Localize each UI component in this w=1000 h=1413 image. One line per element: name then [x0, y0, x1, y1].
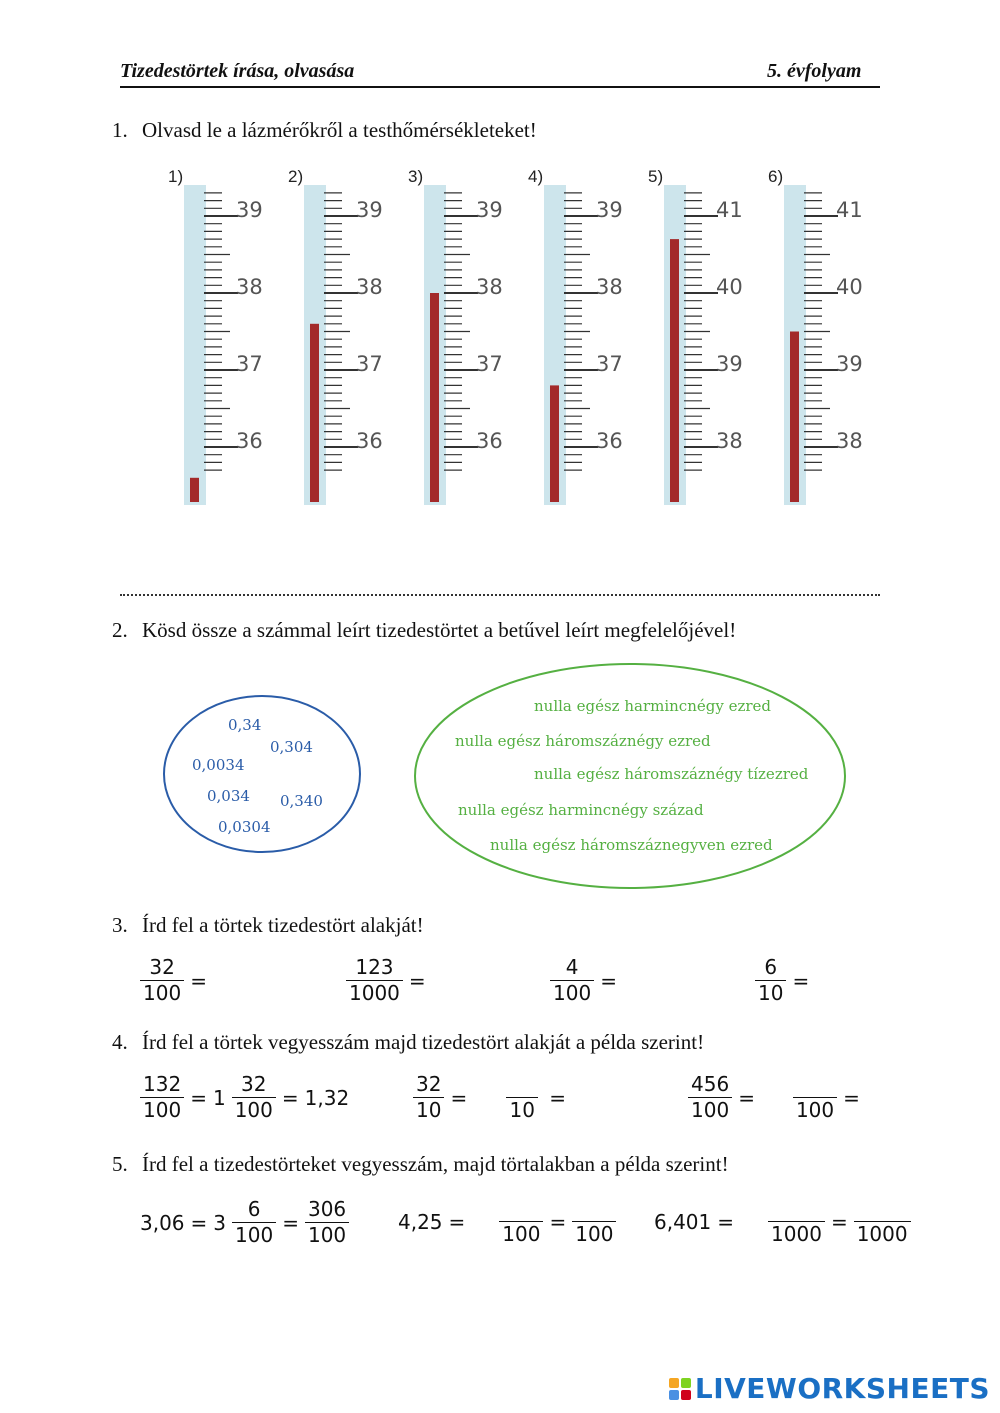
mercury-column: [430, 293, 439, 502]
scale-label: 38: [836, 429, 863, 453]
task4-example: $\frac{132}{100}$ = 1 $\frac{32}{100}$ = 1,32: [140, 1072, 349, 1123]
thermometer-label: 1): [168, 167, 184, 186]
answer-fraction[interactable]: 100: [793, 1073, 837, 1123]
word-item[interactable]: nulla egész háromszáznégy tízezred: [534, 765, 809, 783]
task3-item: $\frac{123}{1000}$ =: [346, 955, 426, 1006]
word-item[interactable]: nulla egész harmincnégy ezred: [534, 697, 772, 715]
task3-item: $\frac{32}{100}$ =: [140, 955, 207, 1006]
scale-label: 40: [716, 275, 743, 299]
scale-label: 38: [596, 275, 623, 299]
worksheet-title: Tizedestörtek írása, olvasása: [120, 60, 355, 82]
thermometer: [768, 167, 863, 505]
fraction: $\frac{123}{1000}$: [346, 955, 403, 1006]
task5-number: 5.: [112, 1152, 128, 1176]
scale-label: 38: [716, 429, 743, 453]
thermometer-label: 2): [288, 167, 304, 186]
thermometer-label: 5): [648, 167, 664, 186]
scale-label: 36: [236, 429, 263, 453]
number-item[interactable]: 0,34: [228, 716, 262, 734]
task5-heading: [112, 1152, 729, 1177]
word-item[interactable]: nulla egész háromszáznégy ezred: [455, 732, 711, 750]
scale-label: 39: [236, 198, 263, 222]
thermometer-label: 3): [408, 167, 424, 186]
logo-icon: [669, 1378, 691, 1400]
task1-answer-line[interactable]: [120, 594, 880, 596]
scale-label: 38: [476, 275, 503, 299]
task3-item: $\frac{6}{10}$ =: [755, 955, 809, 1006]
task1-number: 1.: [112, 118, 128, 142]
scale-label: 38: [236, 275, 263, 299]
task3-item: $\frac{4}{100}$ =: [550, 955, 617, 1006]
answer-fraction[interactable]: 100: [499, 1197, 543, 1247]
scale-label: 39: [836, 352, 863, 376]
number-item[interactable]: 0,340: [280, 792, 323, 810]
task2-number: 2.: [112, 618, 128, 642]
answer-fraction[interactable]: 1000: [854, 1197, 911, 1247]
fraction: $\frac{4}{100}$: [550, 955, 594, 1006]
scale-label: 37: [596, 352, 623, 376]
thermometers-figure: [150, 160, 880, 530]
answer-fraction[interactable]: 1000: [768, 1197, 825, 1247]
number-item[interactable]: 0,034: [207, 787, 250, 805]
task4-heading: [112, 1030, 704, 1055]
task4-item: $\frac{32}{10}$ = 10 =: [413, 1072, 566, 1123]
number-item[interactable]: 0,0304: [218, 818, 271, 836]
scale-label: 40: [836, 275, 863, 299]
task5-text: Írd fel a tizedestörteket vegyesszám, majd törtalakban a példa szerint!: [142, 1152, 729, 1176]
answer-fraction[interactable]: 100: [572, 1197, 616, 1247]
scale-label: 39: [476, 198, 503, 222]
task5-item: 4,25 = 100 = 100: [398, 1197, 616, 1247]
scale-label: 36: [356, 429, 383, 453]
fraction: $\frac{32}{100}$: [140, 955, 184, 1006]
mercury-column: [790, 332, 799, 503]
grade-label: 5. évfolyam: [767, 60, 862, 82]
thermometer: [648, 167, 743, 505]
thermometer-tube: [184, 185, 206, 505]
mercury-column: [190, 478, 199, 502]
header-underline: [120, 86, 880, 88]
task1-heading: [112, 118, 537, 143]
scale-label: 39: [596, 198, 623, 222]
task3-number: 3.: [112, 913, 128, 937]
scale-label: 37: [236, 352, 263, 376]
scale-label: 41: [836, 198, 863, 222]
mercury-column: [310, 324, 319, 502]
scale-label: 39: [716, 352, 743, 376]
thermometer: [288, 167, 383, 505]
scale-label: 37: [356, 352, 383, 376]
thermometer-label: 6): [768, 167, 784, 186]
liveworksheets-logo[interactable]: LIVEWORKSHEETS: [669, 1372, 990, 1405]
task3-text: Írd fel a törtek tizedestört alakját!: [142, 913, 424, 937]
task4-number: 4.: [112, 1030, 128, 1054]
mercury-column: [670, 239, 679, 502]
thermometer: [408, 167, 503, 505]
task1-text: Olvasd le a lázmérőkről a testhőmérsékleteket!: [142, 118, 537, 142]
number-item[interactable]: 0,304: [270, 738, 313, 756]
scale-label: 36: [596, 429, 623, 453]
scale-label: 39: [356, 198, 383, 222]
task5-item: 6,401 = 1000 = 1000: [654, 1197, 911, 1247]
word-item[interactable]: nulla egész harmincnégy század: [458, 801, 704, 819]
task2-text: Kösd össze a számmal leírt tizedestörtet a betűvel leírt megfelelőjével!: [142, 618, 737, 642]
thermometer-label: 4): [528, 167, 544, 186]
scale-label: 37: [476, 352, 503, 376]
task2-heading: [112, 618, 736, 643]
task4-item: $\frac{456}{100}$ = 100 =: [688, 1072, 860, 1123]
thermometer: [168, 167, 263, 505]
task5-example: 3,06 = 3 $\frac{6}{100}$ = $\frac{306}{100}$: [140, 1197, 349, 1248]
scale-label: 36: [476, 429, 503, 453]
scale-label: 41: [716, 198, 743, 222]
answer-fraction[interactable]: 10: [501, 1073, 543, 1123]
number-item[interactable]: 0,0034: [192, 756, 245, 774]
task3-heading: [112, 913, 424, 938]
task4-text: Írd fel a törtek vegyesszám majd tizedestört alakját a példa szerint!: [142, 1030, 705, 1054]
word-item[interactable]: nulla egész háromszáznegyven ezred: [490, 836, 773, 854]
thermometer: [528, 167, 623, 505]
mercury-column: [550, 385, 559, 502]
scale-label: 38: [356, 275, 383, 299]
fraction: $\frac{6}{10}$: [755, 955, 786, 1006]
